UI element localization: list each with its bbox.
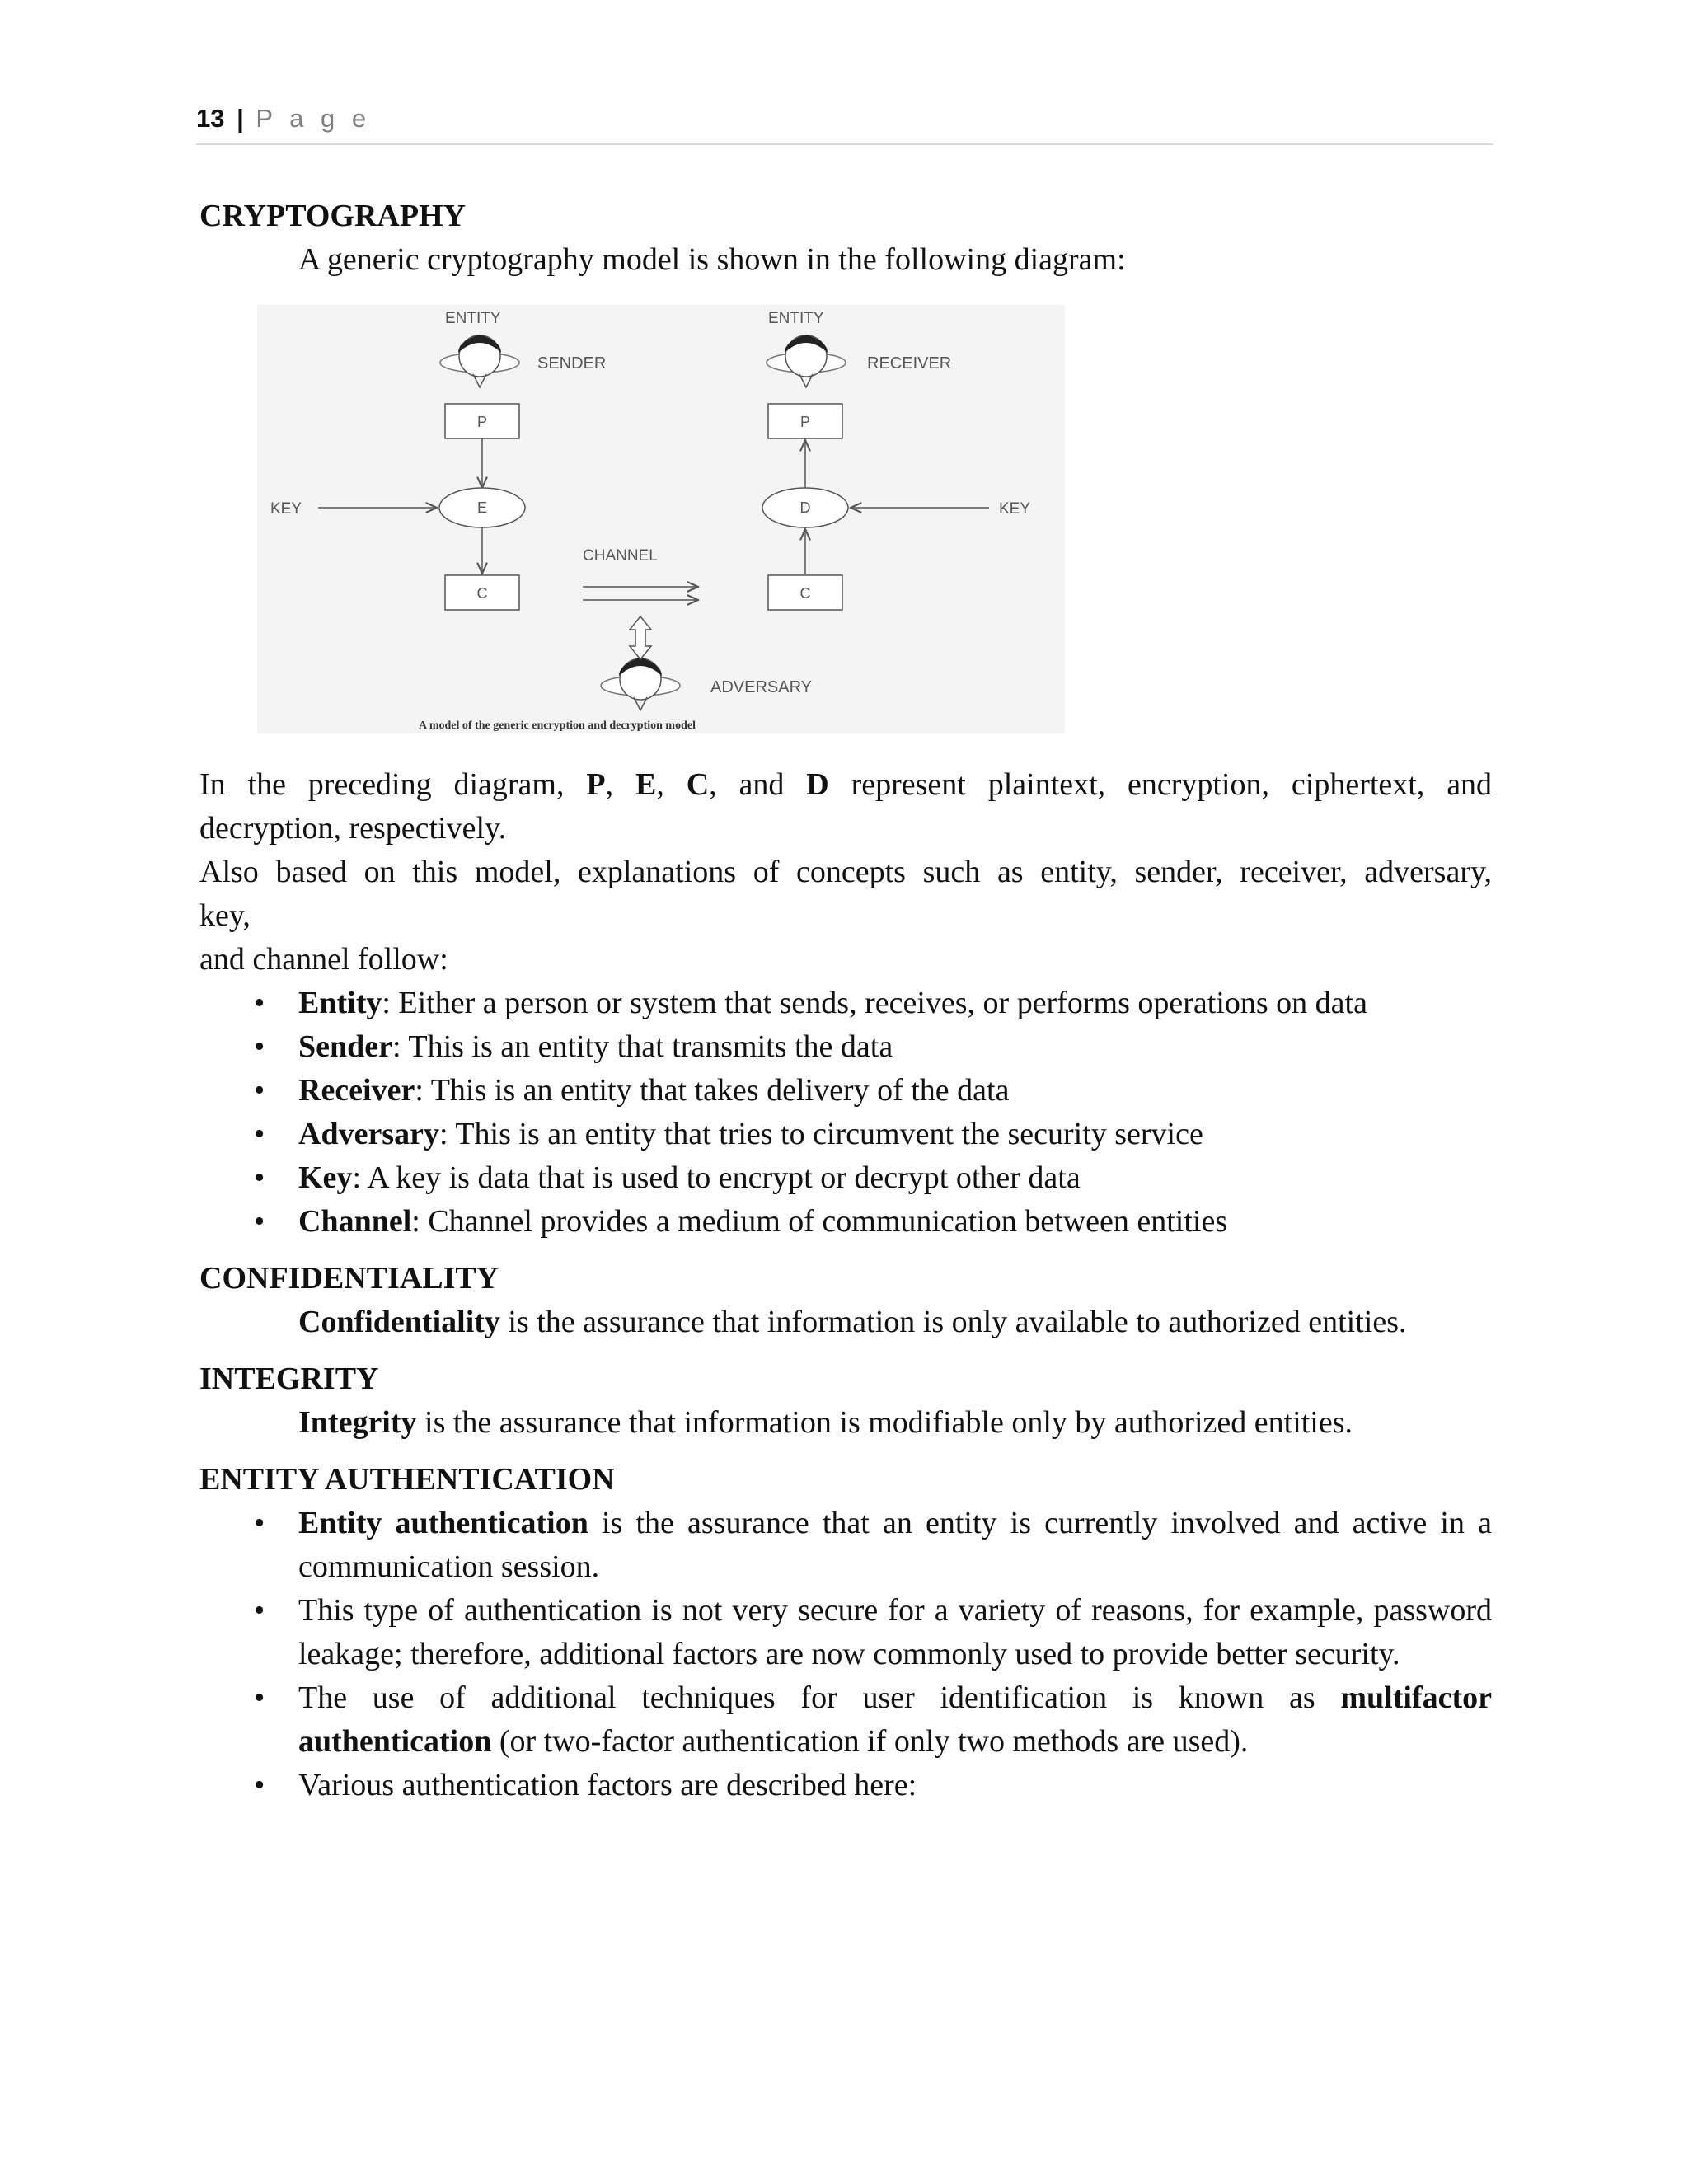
integrity-text: Integrity is the assurance that information is modifiable only by authorized entities.: [298, 1405, 1353, 1440]
label-receiver: RECEIVER: [867, 354, 952, 373]
list-item-multifactor: • The use of additional techniques for user identification is known as multifactor authentication (or two-factor authentication if only two methods are used).: [254, 1680, 1492, 1759]
label-channel: CHANNEL: [583, 547, 658, 565]
label-entity-left: ENTITY: [445, 310, 501, 327]
list-item-auth-not-secure: • This type of authentication is not very secure for a variety of reasons, for example, password leakage; therefore, additional factors are now commonly used to provide better security.: [254, 1593, 1492, 1671]
para-model-line1: Also based on this model, explanations of concepts such as entity, sender, receiver, adversary,: [199, 855, 1492, 889]
heading-confidentiality: CONFIDENTIALITY: [199, 1261, 499, 1296]
list-item-channel: • Channel: Channel provides a medium of communication between entities: [254, 1204, 1228, 1239]
para-model-line2: key,: [199, 898, 251, 933]
list-item-entity: • Entity: Either a person or system that sends, receives, or performs operations on data: [254, 986, 1367, 1020]
confidentiality-text: Confidentiality is the assurance that information is only available to authorized entities.: [298, 1305, 1407, 1339]
terms-list: [199, 982, 1492, 1244]
entity-auth-list: [199, 1502, 1492, 1807]
label-c-left: C: [476, 585, 488, 602]
list-item-sender: • Sender: This is an entity that transmits the data: [254, 1029, 893, 1064]
label-key-right: KEY: [999, 500, 1031, 518]
crypto-model-diagram: [257, 305, 1065, 733]
label-entity-right: ENTITY: [768, 310, 824, 327]
diagram-svg: [257, 305, 1065, 733]
page-label: P a g e: [256, 104, 372, 133]
para-diagram-legend-line1: In the preceding diagram, P, E, C, and D represent plaintext, encryption, ciphertext, and: [199, 767, 1493, 802]
page-separator: |: [237, 104, 244, 133]
label-p-left: P: [476, 414, 488, 430]
page-number: 13: [196, 104, 225, 133]
cryptography-intro: A generic cryptography model is shown in the following diagram:: [298, 242, 1126, 277]
heading-integrity: INTEGRITY: [199, 1361, 379, 1396]
label-c-right: C: [799, 585, 811, 602]
label-key-left: KEY: [270, 500, 302, 518]
para-diagram-legend-line2: decryption, respectively.: [199, 811, 507, 846]
page-header: [196, 97, 1493, 145]
label-adversary: ADVERSARY: [710, 678, 813, 696]
diagram-caption: A model of the generic encryption and decryption model: [419, 719, 696, 732]
label-d: D: [799, 499, 811, 516]
list-item-key: • Key: A key is data that is used to encrypt or decrypt other data: [254, 1160, 1081, 1195]
document-body: [199, 194, 1492, 1807]
heading-entity-authentication: ENTITY AUTHENTICATION: [199, 1462, 615, 1497]
list-item-auth-factors: • Various authentication factors are described here:: [254, 1768, 917, 1802]
label-sender: SENDER: [537, 354, 607, 373]
list-item-receiver: • Receiver: This is an entity that takes delivery of the data: [254, 1073, 1010, 1108]
label-e: E: [476, 499, 488, 516]
label-p-right: P: [799, 414, 811, 430]
list-item-entity-auth-def: • Entity authentication is the assurance that an entity is currently involved and active in a communication session.: [254, 1506, 1492, 1584]
list-item-adversary: • Adversary: This is an entity that tries to circumvent the security service: [254, 1117, 1203, 1151]
heading-cryptography: CRYPTOGRAPHY: [199, 199, 467, 233]
para-model-line3: and channel follow:: [199, 942, 448, 977]
